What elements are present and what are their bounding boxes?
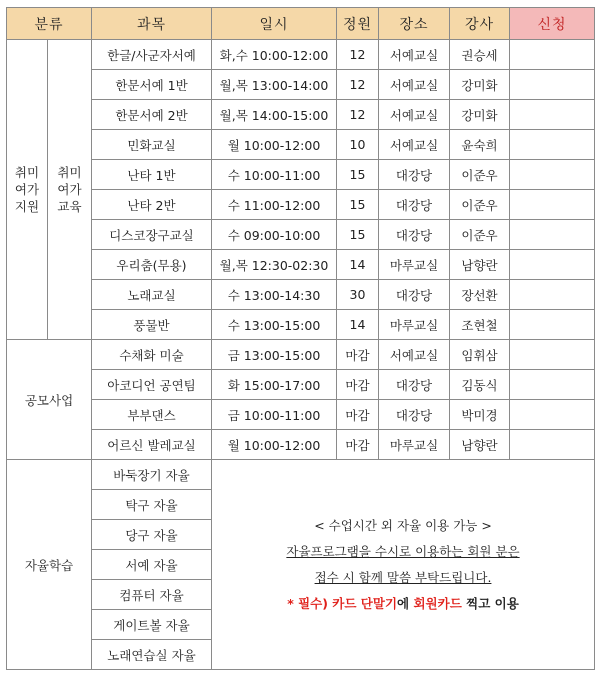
time-cell: 수 11:00-12:00: [212, 190, 337, 220]
notice-line-2: 자율프로그램을 수시로 이용하는 회원 분은: [286, 543, 520, 559]
capacity-cell: 12: [337, 100, 379, 130]
capacity-cell: 마감: [337, 370, 379, 400]
header-apply: 신청: [510, 8, 595, 40]
time-cell: 금 13:00-15:00: [212, 340, 337, 370]
course-cell: 난타 2반: [92, 190, 212, 220]
time-cell: 금 10:00-11:00: [212, 400, 337, 430]
table-row: [7, 400, 595, 430]
place-cell: 대강당: [379, 220, 450, 250]
header-place: 장소: [379, 8, 450, 40]
category-line: 취미: [14, 165, 40, 180]
course-cell: 노래연습실 자율: [92, 640, 212, 670]
capacity-cell: 12: [337, 40, 379, 70]
table-row: [7, 370, 595, 400]
apply-cell[interactable]: [510, 70, 595, 100]
category-line: 취미: [57, 165, 82, 180]
table-row: [7, 190, 595, 220]
place-cell: 서예교실: [379, 40, 450, 70]
instructor-cell: 강미화: [450, 70, 510, 100]
instructor-cell: 김동식: [450, 370, 510, 400]
instructor-cell: 이준우: [450, 190, 510, 220]
course-cell: 게이트볼 자율: [92, 610, 212, 640]
place-cell: 마루교실: [379, 310, 450, 340]
capacity-cell: 12: [337, 70, 379, 100]
course-cell: 서예 자율: [92, 550, 212, 580]
time-cell: 수 09:00-10:00: [212, 220, 337, 250]
place-cell: 대강당: [379, 190, 450, 220]
capacity-cell: 15: [337, 190, 379, 220]
table-row: [7, 460, 595, 490]
category-contest: 공모사업: [7, 340, 92, 460]
header-row: [7, 8, 595, 40]
time-cell: 월,목 13:00-14:00: [212, 70, 337, 100]
table-row: [7, 40, 595, 70]
place-cell: 서예교실: [379, 130, 450, 160]
place-cell: 대강당: [379, 160, 450, 190]
header-schedule: 일시: [212, 8, 337, 40]
course-cell: 당구 자율: [92, 520, 212, 550]
place-cell: 마루교실: [379, 250, 450, 280]
table-row: [7, 100, 595, 130]
course-cell: 노래교실: [92, 280, 212, 310]
apply-cell[interactable]: [510, 100, 595, 130]
instructor-cell: 이준우: [450, 220, 510, 250]
apply-cell[interactable]: [510, 310, 595, 340]
instructor-cell: 윤숙희: [450, 130, 510, 160]
instructor-cell: 장선환: [450, 280, 510, 310]
course-cell: 한글/사군자서예: [92, 40, 212, 70]
header-instructor: 강사: [450, 8, 510, 40]
header-capacity: 정원: [337, 8, 379, 40]
apply-cell[interactable]: [510, 190, 595, 220]
time-cell: 화 15:00-17:00: [212, 370, 337, 400]
category-line: 여가: [14, 182, 40, 197]
course-cell: 한문서예 1반: [92, 70, 212, 100]
capacity-cell: 14: [337, 250, 379, 280]
time-cell: 화,수 10:00-12:00: [212, 40, 337, 70]
instructor-cell: 박미경: [450, 400, 510, 430]
place-cell: 대강당: [379, 400, 450, 430]
apply-cell[interactable]: [510, 370, 595, 400]
capacity-cell: 15: [337, 160, 379, 190]
course-cell: 아코디언 공연팀: [92, 370, 212, 400]
course-cell: 풍물반: [92, 310, 212, 340]
category-line: 지원: [14, 199, 40, 214]
table-row: [7, 280, 595, 310]
self-study-notice: [212, 460, 595, 670]
instructor-cell: 남향란: [450, 430, 510, 460]
capacity-cell: 15: [337, 220, 379, 250]
capacity-cell: 마감: [337, 400, 379, 430]
course-cell: 컴퓨터 자율: [92, 580, 212, 610]
apply-cell[interactable]: [510, 160, 595, 190]
notice-line-4: [212, 591, 594, 617]
time-cell: 월,목 14:00-15:00: [212, 100, 337, 130]
table-row: [7, 70, 595, 100]
category-hobby-support: [7, 40, 48, 340]
table-row: [7, 340, 595, 370]
schedule-table: [6, 7, 595, 670]
instructor-cell: 임휘삼: [450, 340, 510, 370]
category-line: 교육: [57, 199, 82, 214]
course-cell: 한문서예 2반: [92, 100, 212, 130]
category-self-study: 자율학습: [7, 460, 92, 670]
time-cell: 수 13:00-15:00: [212, 310, 337, 340]
course-cell: 수채화 미술: [92, 340, 212, 370]
apply-cell[interactable]: [510, 40, 595, 70]
capacity-cell: 마감: [337, 340, 379, 370]
instructor-cell: 강미화: [450, 100, 510, 130]
apply-cell[interactable]: [510, 220, 595, 250]
course-cell: 부부댄스: [92, 400, 212, 430]
place-cell: 대강당: [379, 280, 450, 310]
capacity-cell: 마감: [337, 430, 379, 460]
notice-member-card: 회원카드: [413, 595, 462, 611]
notice-tap-and-use: 찍고 이용: [461, 595, 519, 611]
place-cell: 서예교실: [379, 100, 450, 130]
apply-cell[interactable]: [510, 400, 595, 430]
course-cell: 우리춤(무용): [92, 250, 212, 280]
apply-cell[interactable]: [510, 430, 595, 460]
time-cell: 월 10:00-12:00: [212, 430, 337, 460]
capacity-cell: 10: [337, 130, 379, 160]
course-cell: 바둑장기 자율: [92, 460, 212, 490]
time-cell: 월,목 12:30-02:30: [212, 250, 337, 280]
instructor-cell: 남향란: [450, 250, 510, 280]
apply-cell[interactable]: [510, 280, 595, 310]
course-cell: 디스코장구교실: [92, 220, 212, 250]
table-row: [7, 310, 595, 340]
table-row: [7, 250, 595, 280]
course-cell: 탁구 자율: [92, 490, 212, 520]
time-cell: 수 13:00-14:30: [212, 280, 337, 310]
notice-particle: 에: [397, 595, 414, 611]
place-cell: 대강당: [379, 370, 450, 400]
instructor-cell: 권승세: [450, 40, 510, 70]
place-cell: 서예교실: [379, 70, 450, 100]
schedule-table-container: [6, 7, 595, 670]
instructor-cell: 이준우: [450, 160, 510, 190]
table-row: [7, 130, 595, 160]
place-cell: 마루교실: [379, 430, 450, 460]
table-row: [7, 220, 595, 250]
header-course: 과목: [92, 8, 212, 40]
notice-line-3: 접수 시 함께 말씀 부탁드립니다.: [314, 569, 492, 585]
place-cell: 서예교실: [379, 340, 450, 370]
capacity-cell: 30: [337, 280, 379, 310]
capacity-cell: 14: [337, 310, 379, 340]
header-category: 분류: [7, 8, 92, 40]
notice-line-1: < 수업시간 외 자율 이용 가능 >: [314, 517, 492, 533]
course-cell: 민화교실: [92, 130, 212, 160]
category-line: 여가: [57, 182, 82, 197]
notice-required-card-reader: * 필수) 카드 단말기: [287, 595, 398, 611]
category-hobby-education: [48, 40, 92, 340]
time-cell: 월 10:00-12:00: [212, 130, 337, 160]
apply-cell[interactable]: [510, 340, 595, 370]
apply-cell[interactable]: [510, 130, 595, 160]
course-cell: 난타 1반: [92, 160, 212, 190]
instructor-cell: 조현철: [450, 310, 510, 340]
apply-cell[interactable]: [510, 250, 595, 280]
table-row: [7, 430, 595, 460]
course-cell: 어르신 발레교실: [92, 430, 212, 460]
table-row: [7, 160, 595, 190]
time-cell: 수 10:00-11:00: [212, 160, 337, 190]
